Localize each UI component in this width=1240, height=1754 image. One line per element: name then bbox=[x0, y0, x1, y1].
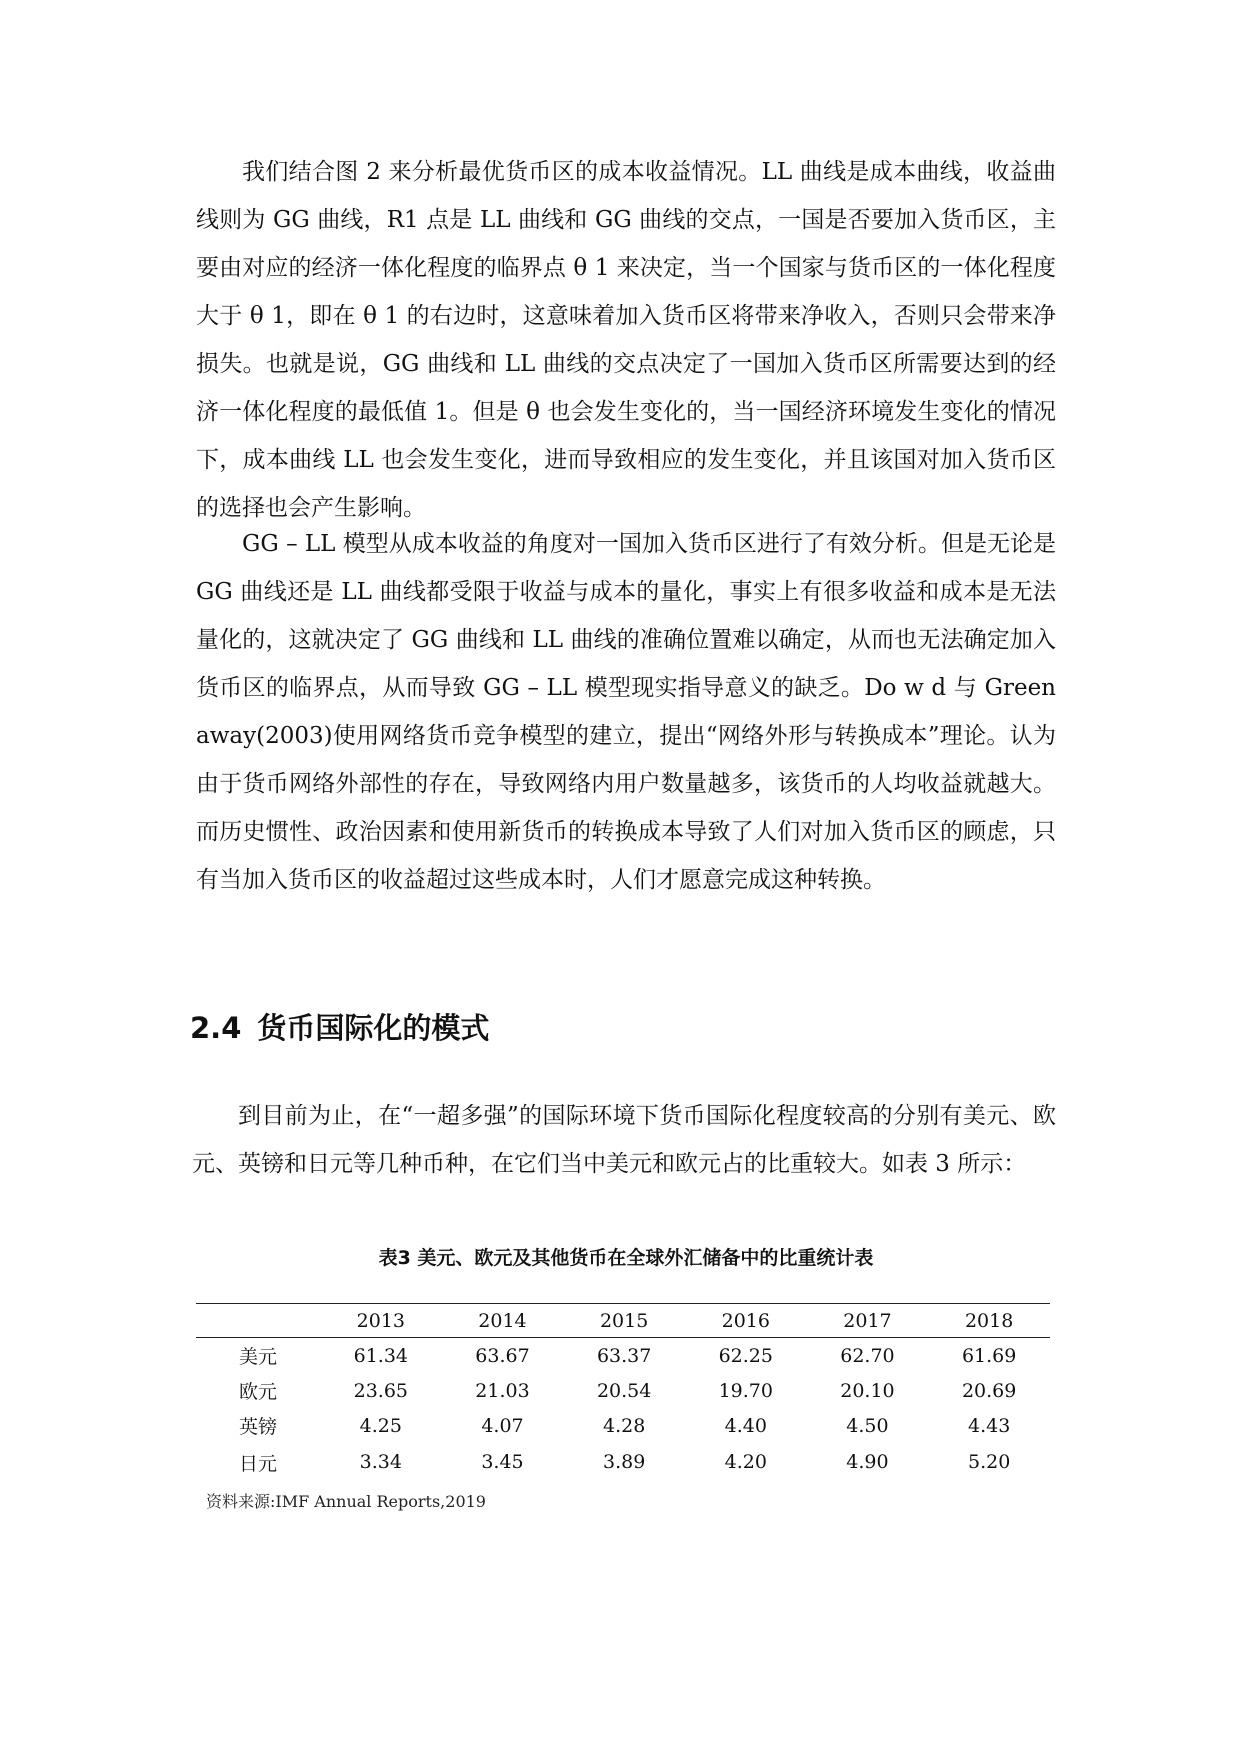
table-cell: 20.10 bbox=[840, 1379, 895, 1402]
section-number: 2.4 bbox=[190, 1011, 242, 1045]
body-paragraph-3: 到目前为止，在“一超多强”的国际环境下货币国际化程度较高的分别有美元、欧元、英镑和日元等几种币种，在它们当中美元和欧元占的比重较大。如表 3 所示： bbox=[192, 1103, 1056, 1177]
table-header-cell: 2018 bbox=[928, 1304, 1050, 1338]
table-header-cell: 2014 bbox=[442, 1304, 564, 1338]
table-header-row bbox=[196, 1304, 1050, 1338]
body-paragraph-1: 我们结合图 2 来分析最优货币区的成本收益情况。LL 曲线是成本曲线，收益曲线则为 GG 曲线，R1 点是 LL 曲线和 GG 曲线的交点，一国是否要加入货币区，主要由对应的经济一体化程度的临界点 θ 1 来决定，当一个国家与货币区的一体化程度大于 θ 1，即在 θ 1 的右边时，这意味着加入货币区将带来净收入，否则只会带来净损失。也就是说，GG 曲线和 LL 曲线的交点决定了一国加入货币区所需要达到的经济一体化程度的最低值 1。但是 θ 也会发生变化的，当一国经济环境发生变化的情况下，成本曲线 LL 也会发生变化，进而导致相应的发生变化，并且该国对加入货币区的选择也会产生影响。 bbox=[196, 159, 1056, 521]
table-cell: 20.69 bbox=[961, 1379, 1017, 1402]
table-cell: 63.37 bbox=[596, 1344, 652, 1367]
table-cell: 4.43 bbox=[967, 1414, 1011, 1437]
table-header-cell: 2015 bbox=[563, 1304, 685, 1338]
table-cell: 20.54 bbox=[596, 1379, 652, 1402]
table-corner-cell bbox=[196, 1304, 320, 1338]
table-header-cell: 2013 bbox=[320, 1304, 442, 1338]
table-cell: 62.70 bbox=[840, 1344, 895, 1367]
row-label: 美元 bbox=[238, 1346, 277, 1368]
table-cell: 62.25 bbox=[718, 1344, 773, 1367]
section-heading bbox=[190, 1008, 489, 1048]
table-source-note: 资料来源:IMF Annual Reports,2019 bbox=[206, 1492, 486, 1511]
table-row bbox=[196, 1373, 1050, 1408]
table-row bbox=[196, 1338, 1050, 1374]
table-header-cell: 2017 bbox=[807, 1304, 929, 1338]
row-label: 英镑 bbox=[238, 1416, 277, 1438]
table-cell: 3.89 bbox=[602, 1451, 646, 1473]
table-header-cell: 2016 bbox=[685, 1304, 807, 1338]
row-label: 日元 bbox=[238, 1452, 277, 1475]
table-cell: 63.67 bbox=[475, 1344, 530, 1367]
table-cell: 4.20 bbox=[724, 1451, 767, 1473]
table-cell: 61.69 bbox=[961, 1344, 1017, 1367]
table-cell: 4.50 bbox=[846, 1414, 889, 1437]
table-cell: 3.34 bbox=[359, 1451, 402, 1473]
table-row bbox=[196, 1408, 1050, 1443]
table-row bbox=[196, 1443, 1050, 1481]
table-cell: 23.65 bbox=[353, 1379, 409, 1402]
table-cell: 5.20 bbox=[967, 1451, 1011, 1473]
table-cell: 19.70 bbox=[718, 1379, 773, 1402]
table-cell: 4.28 bbox=[602, 1414, 646, 1437]
table-cell: 4.25 bbox=[359, 1414, 402, 1437]
table-cell: 21.03 bbox=[475, 1379, 530, 1402]
body-paragraph-2: GG – LL 模型从成本收益的角度对一国加入货币区进行了有效分析。但是无论是 GG 曲线还是 LL 曲线都受限于收益与成本的量化，事实上有很多收益和成本是无法量化的，这就决定了 GG 曲线和 LL 曲线的准确位置难以确定，从而也无法确定加入货币区的临界点，从而导致 GG – LL 模型现实指导意义的缺乏。Do w d 与 Green away(2003)使用网络货币竞争模型的建立，提出“网络外形与转换成本”理论。认为由于货币网络外部性的存在，导致网络内用户数量越多，该货币的人均收益就越大。而历史惯性、政治因素和使用新货币的转换成本导致了人们对加入货币区的顾虑，只有当加入货币区的收益超过这些成本时，人们才愿意完成这种转换。 bbox=[196, 531, 1056, 893]
table-cell: 4.90 bbox=[846, 1451, 889, 1473]
reserve-share-table bbox=[196, 1303, 1050, 1481]
table-cell: 4.07 bbox=[481, 1414, 524, 1437]
section-title: 货币国际化的模式 bbox=[257, 1011, 490, 1045]
table-caption: 表3 美元、欧元及其他货币在全球外汇储备中的比重统计表 bbox=[378, 1247, 874, 1269]
row-label: 欧元 bbox=[238, 1381, 277, 1403]
table-cell: 61.34 bbox=[353, 1344, 409, 1367]
table-cell: 4.40 bbox=[724, 1414, 767, 1437]
table-cell: 3.45 bbox=[481, 1451, 524, 1473]
